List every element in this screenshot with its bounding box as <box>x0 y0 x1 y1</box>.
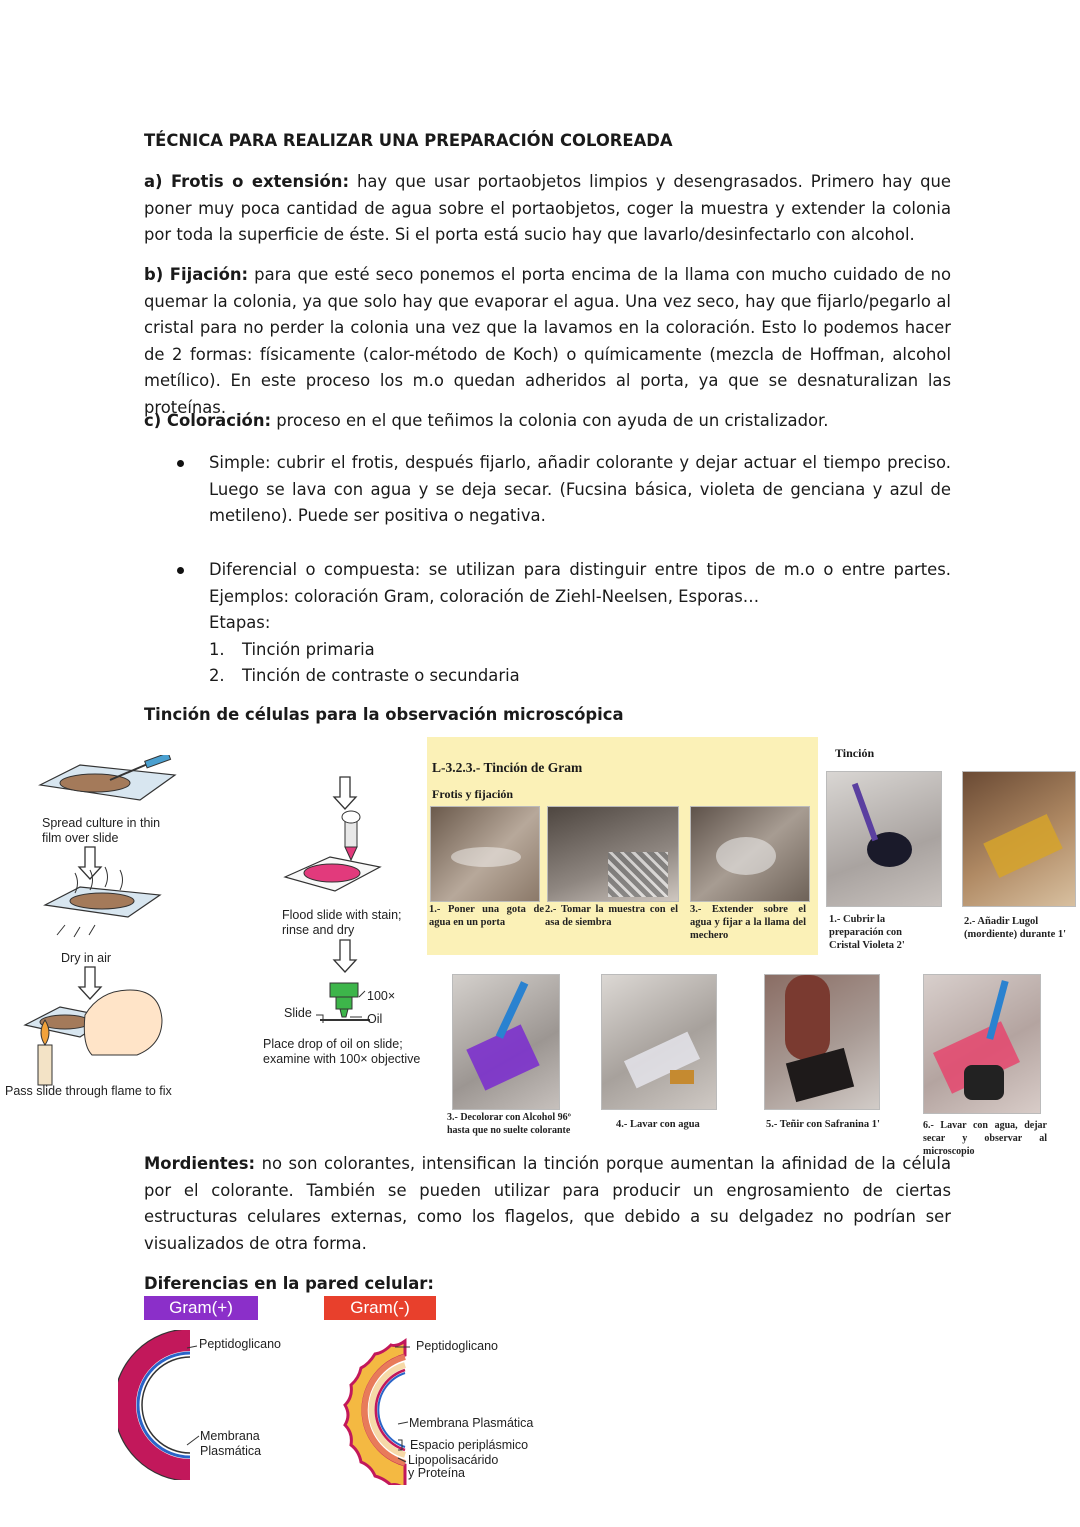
section-frotis <box>144 169 951 249</box>
section-coloracion-text: proceso en el que teñimos la colonia con ayuda de un cristalizador. <box>271 411 829 430</box>
photo-decolorize <box>452 974 560 1110</box>
mordientes-heading: Mordientes: <box>144 1154 256 1173</box>
gram-positive-label: Gram(+) <box>144 1296 258 1320</box>
tincion-label: Tinción <box>835 746 875 760</box>
bullet-diferencial-line2: Ejemplos: coloración Gram, coloración de Ziehl-Neelsen, Esporas… <box>209 586 760 606</box>
photo-lugol <box>962 771 1076 907</box>
gram-negative-label: Gram(-) <box>324 1296 436 1320</box>
walls-heading: Diferencias en la pared celular: <box>144 1274 434 1293</box>
arrow-down-icon <box>79 967 101 999</box>
step-spread-label: Spread culture in thin film over slide <box>42 816 161 845</box>
section-frotis-heading: a) Frotis o extensión: <box>144 172 350 191</box>
stages-label: Etapas: <box>209 613 271 632</box>
step-oil-label: Place drop of oil on slide; examine with 100× objective <box>263 1037 421 1066</box>
caption-step3-tincion: 3.- Decolorar con Alcohol 96º hasta que no suelte colorante <box>447 1112 571 1136</box>
caption-step1-frotis: 1.- Poner una gota de agua en un porta <box>429 904 544 928</box>
caption-step1-tincion: 1.- Cubrir la preparación con Cristal Violeta 2' <box>829 914 905 951</box>
step-flood-label: Flood slide with stain; rinse and dry <box>282 908 402 937</box>
microscope-objective-illustration <box>316 983 370 1023</box>
section-frotis-text: hay que usar portaobjetos limpios y desengrasados. Primero hay que poner muy poca cantidad de agua sobre el portaobjetos, coger la muestra y extender la colonia por toda la superficie de éste. Si el porta está sucio hay que lavarlo/desinfectarlo con alcohol. <box>144 172 951 244</box>
section-fijacion-text: para que esté seco ponemos el porta encima de la llama con mucho cuidado de no quemar la colonia, ya que solo hay que evaporar el agua. Una vez seco, hay que fijarlo/pegarlo al cristal para no perder la colonia una vez que la lavamos en la coloración. Esto lo podemos hacer de 2 formas: físicamente (calor-método de Koch) o químicamente (mezcla de Hoffman, alcohol metílico). En este proceso los m.o quedan adheridos al porta, ya que se desnaturalizan las proteínas. <box>144 265 952 417</box>
section-mordientes <box>144 1151 951 1257</box>
figure-heading: Tinción de células para la observación microscópica <box>144 705 624 724</box>
stage-1: 1. Tinción primaria <box>209 639 375 659</box>
spread-culture-illustration <box>40 755 175 800</box>
photo-rinse-water <box>601 974 717 1110</box>
section-fijacion-heading: b) Fijación: <box>144 265 249 284</box>
caption-step4-tincion: 4.- Lavar con agua <box>616 1119 700 1130</box>
photo-final-rinse <box>923 974 1041 1114</box>
caption-step3-frotis: 3.- Extender sobre el agua y fijar a la llama del mechero <box>690 904 806 941</box>
caption-step2-frotis: 2.- Tomar la muestra con el asa de siembra <box>545 904 678 928</box>
arrow-down-icon <box>334 777 356 809</box>
arrow-down-icon <box>79 847 101 879</box>
photo-take-sample <box>547 806 679 902</box>
dry-slide-illustration <box>45 867 160 937</box>
caption-step5-tincion: 5.- Teñir con Safranina 1' <box>766 1119 880 1130</box>
caption-step2-tincion: 2.- Añadir Lugol (mordiente) durante 1' <box>964 916 1067 940</box>
photo-crystal-violet <box>826 771 942 907</box>
flame-fix-illustration <box>25 990 162 1085</box>
photo-safranin <box>764 974 880 1110</box>
pos-peptidoglicano-label: Peptidoglicano <box>199 1337 282 1351</box>
bullet-simple: Simple: cubrir el frotis, después fijarlo, añadir colorante y dejar actuar el tiempo preciso. Luego se lava con agua y se deja secar. (Fucsina básica, violeta de genciana y azul de metileno). Puede ser positiva o negativa. <box>209 453 951 525</box>
neg-espacio-label: Espacio periplásmico <box>410 1438 529 1452</box>
magnification-label: 100× <box>367 989 396 1003</box>
caption-step6-tincion: 6.- Lavar con agua, dejar secar y observar al microscopio <box>923 1120 1047 1157</box>
bullet-dot <box>177 460 184 467</box>
gram-subtitle: Frotis y fijación <box>432 787 514 801</box>
neg-peptidoglicano-label: Peptidoglicano <box>416 1339 499 1353</box>
slide-label: Slide <box>284 1006 312 1020</box>
page-title: TÉCNICA PARA REALIZAR UNA PREPARACIÓN COLOREADA <box>144 131 673 150</box>
section-fijacion <box>144 262 951 421</box>
arrow-down-icon <box>334 940 356 972</box>
step-dry-label: Dry in air <box>61 951 112 965</box>
bullet-dot <box>177 567 184 574</box>
photo-extend-sample <box>690 806 810 902</box>
gram-title: L-3.2.3.- Tinción de Gram <box>432 760 583 775</box>
stage-2: 2. Tinción de contraste o secundaria <box>209 666 520 685</box>
bullet-diferencial <box>209 557 951 690</box>
bullet-diferencial-line1: Diferencial o compuesta: se utilizan para distinguir entre tipos de m.o o entre partes. <box>209 560 951 579</box>
section-coloracion-heading: c) Coloración: <box>144 411 272 430</box>
section-coloracion <box>144 408 951 435</box>
photo-drop-water <box>430 806 540 902</box>
mordientes-text: no son colorantes, intensifican la tinción porque aumentan la afinidad de la célula por el colorante. También se pueden utilizar para producir un engrosamiento de ciertas estructuras celulares externas, como los flagelos, que debido a su delgadez no podrían ser visualizados de otra forma. <box>144 1154 951 1253</box>
flood-stain-illustration <box>285 811 380 891</box>
pos-membrana-label: Membrana Plasmática <box>200 1429 262 1458</box>
step-flame-label: Pass slide through flame to fix <box>5 1084 172 1098</box>
neg-membrana-label: Membrana Plasmática <box>409 1416 534 1430</box>
neg-lipopolisacarido-label: Lipopolisacárido y Proteína <box>408 1453 499 1480</box>
oil-label: Oil <box>367 1012 383 1026</box>
